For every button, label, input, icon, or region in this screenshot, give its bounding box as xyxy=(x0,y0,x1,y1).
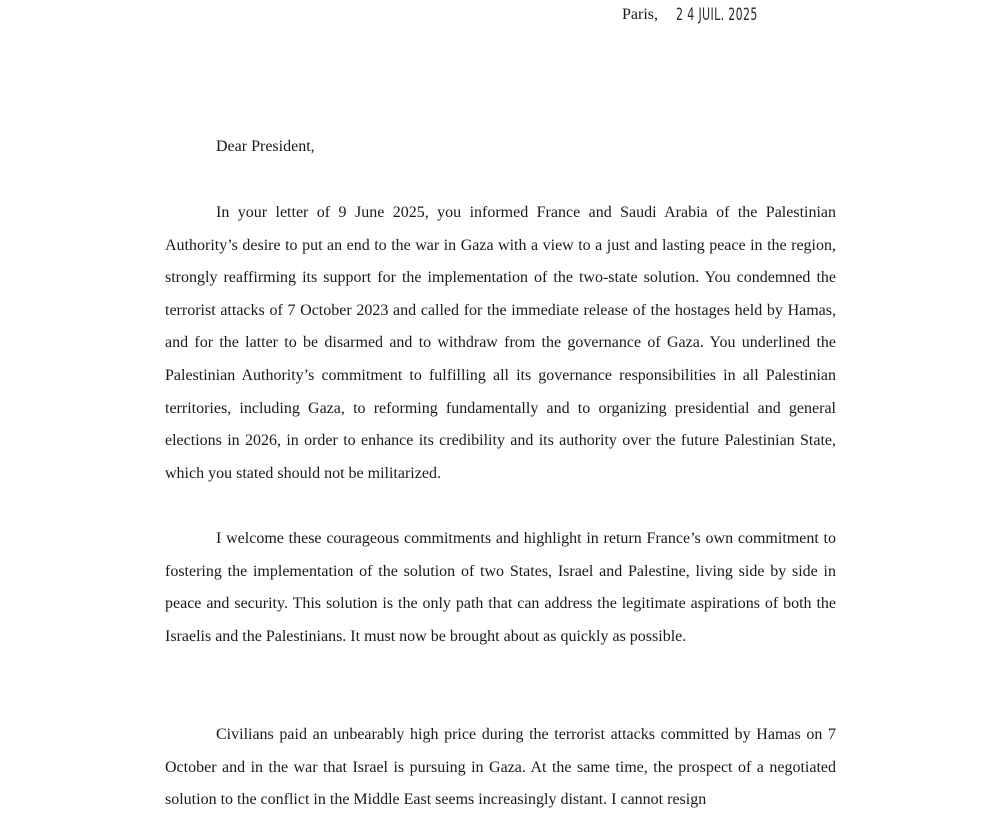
letter-date-header xyxy=(622,5,790,25)
letter-salutation: Dear President, xyxy=(216,138,315,155)
date-stamp: 2 4 JUIL. 2025 xyxy=(676,5,758,25)
letter-paragraph-3: Civilians paid an unbearably high price during the terrorist attacks committed by Hamas on 7 October and in the war that Israel is pursuing in Gaza. At the same time, the prospect of a negotiated solution to the conflict in the Middle East seems increasingly distant. I cannot resign xyxy=(165,726,836,809)
letter-paragraph-1: In your letter of 9 June 2025, you informed France and Saudi Arabia of the Palestinian Authority’s desire to put an end to the war in Gaza with a view to a just and lasting peace in the region, strongly reaffirming its support for the implementation of the two-state solution. You condemned the terrorist attacks of 7 October 2023 and called for the immediate release of the hostages held by Hamas, and for the latter to be disarmed and to withdraw from the governance of Gaza. You underlined the Palestinian Authority’s commitment to fulfilling all its governance responsibilities in all Palestinian territories, including Gaza, to reforming fundamentally and to organizing presidential and general elections in 2026, in order to enhance its credibility and its authority over the future Palestinian State, which you stated should not be militarized. xyxy=(165,204,836,482)
letter-paragraph-2: I welcome these courageous commitments and highlight in return France’s own commitment to fostering the implementation of the solution of two States, Israel and Palestine, living side by side in peace and security. This solution is the only path that can address the legitimate aspirations of both the Israelis and the Palestinians. It must now be brought about as quickly as possible. xyxy=(165,530,836,645)
letter-city: Paris, xyxy=(622,6,658,23)
